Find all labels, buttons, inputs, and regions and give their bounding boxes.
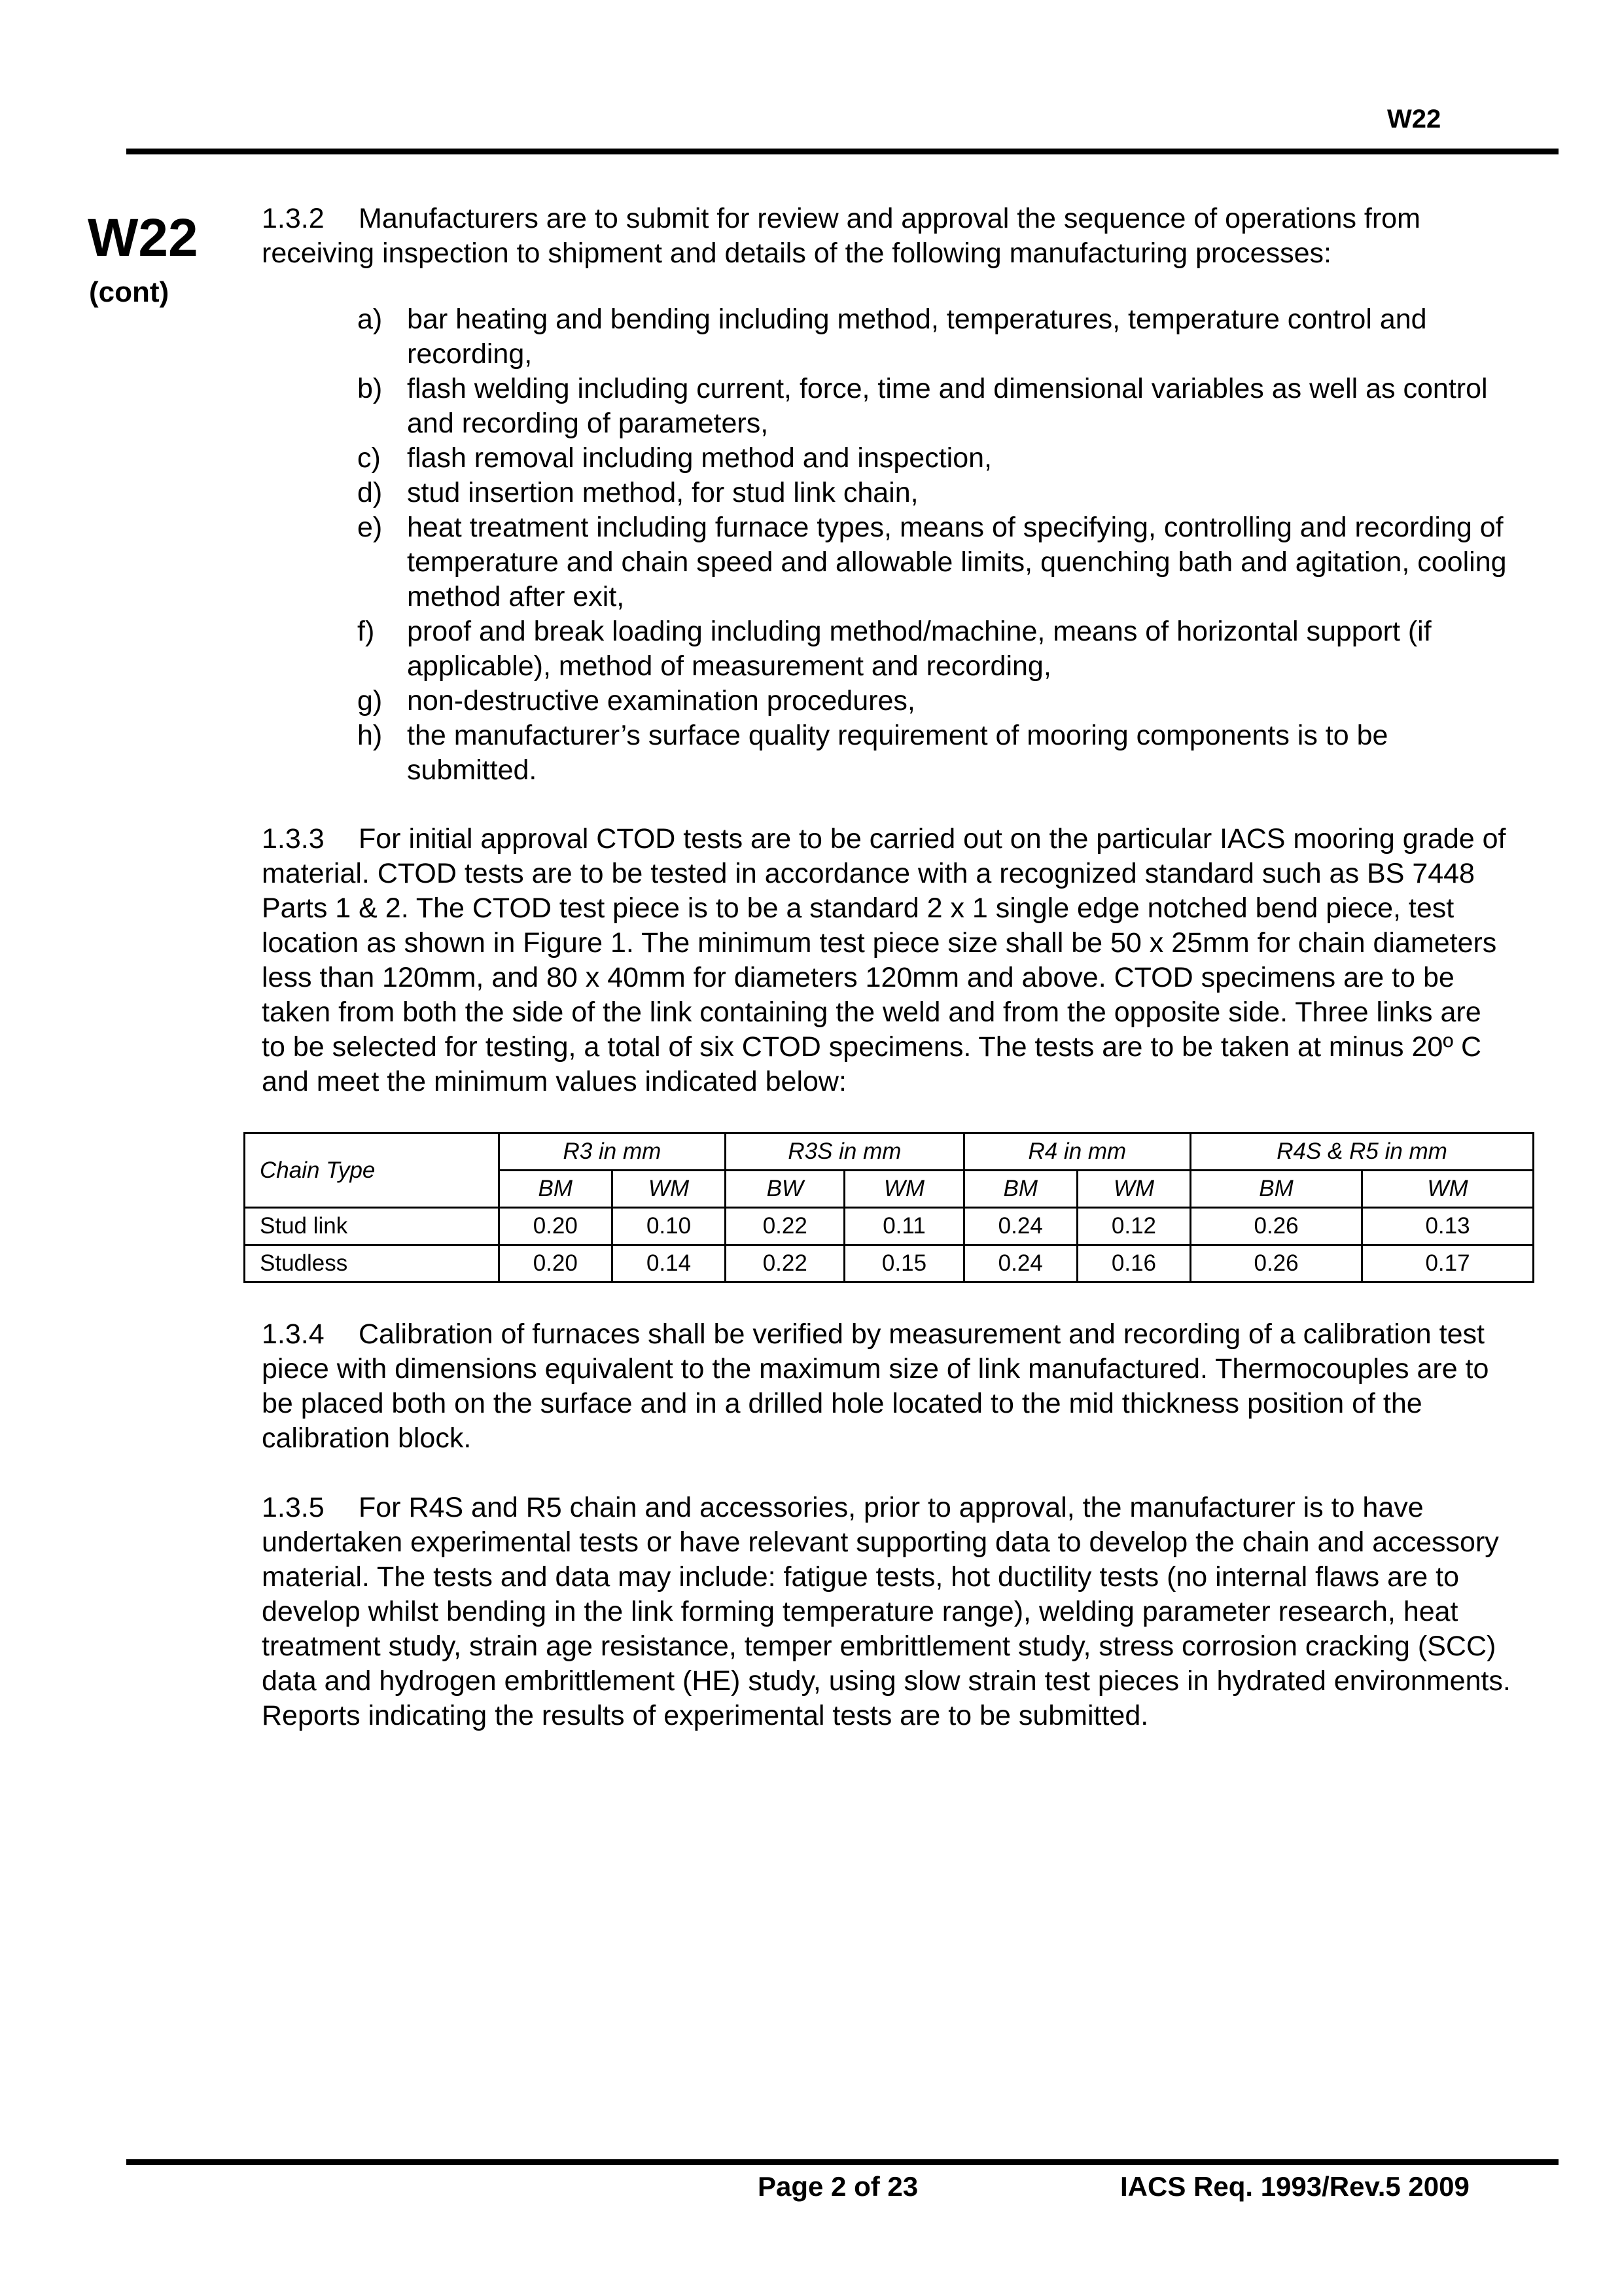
group-header-r3s: R3S in mm bbox=[726, 1133, 964, 1171]
subheader-cell: BM bbox=[499, 1171, 612, 1208]
value-cell: 0.22 bbox=[726, 1208, 845, 1245]
section-number: 1.3.3 bbox=[262, 823, 325, 855]
list-marker: a) bbox=[357, 304, 383, 335]
list-item bbox=[262, 510, 1511, 614]
list-item bbox=[262, 718, 1511, 788]
row-label: Studless bbox=[245, 1245, 499, 1282]
value-cell: 0.17 bbox=[1362, 1245, 1534, 1282]
list-item bbox=[262, 302, 1511, 372]
list-item-text: flash removal including method and inspection, bbox=[407, 442, 992, 474]
list-item-text: bar heating and bending including method, temperatures, temperature control and recording, bbox=[407, 304, 1427, 370]
value-cell: 0.16 bbox=[1077, 1245, 1190, 1282]
table-row bbox=[245, 1208, 1534, 1245]
header-rule bbox=[126, 149, 1559, 154]
group-header-r4s-r5: R4S & R5 in mm bbox=[1191, 1133, 1534, 1171]
list-marker: e) bbox=[357, 512, 383, 543]
footer-rule bbox=[126, 2159, 1559, 2165]
value-cell: 0.14 bbox=[612, 1245, 725, 1282]
subheader-cell: WM bbox=[1077, 1171, 1190, 1208]
page-number: Page 2 of 23 bbox=[758, 2171, 919, 2202]
paragraph-text: Manufacturers are to submit for review and approval the sequence of operations from receiving inspection to shipment and details of the following manufacturing processes: bbox=[262, 203, 1420, 269]
list-item-text: stud insertion method, for stud link chain, bbox=[407, 477, 919, 508]
group-header-r3: R3 in mm bbox=[499, 1133, 726, 1171]
subheader-cell: BM bbox=[1191, 1171, 1362, 1208]
list-marker: f) bbox=[357, 616, 375, 647]
document-reference: IACS Req. 1993/Rev.5 2009 bbox=[1120, 2171, 1470, 2202]
list-marker: g) bbox=[357, 685, 383, 716]
value-cell: 0.11 bbox=[845, 1208, 964, 1245]
paragraph-1-3-4 bbox=[262, 1317, 1511, 1456]
paragraph-text: Calibration of furnaces shall be verified by measurement and recording of a calibration test piece with dimensions equivalent to the maximum size of link manufactured. Thermocouples are to be placed both on the surface and in a drilled hole located to the mid thickness position of the calibration block. bbox=[262, 1318, 1489, 1454]
subheader-cell: WM bbox=[845, 1171, 964, 1208]
value-cell: 0.22 bbox=[726, 1245, 845, 1282]
value-cell: 0.26 bbox=[1191, 1245, 1362, 1282]
subheader-cell: BW bbox=[726, 1171, 845, 1208]
list-item bbox=[262, 614, 1511, 684]
list-item bbox=[262, 372, 1511, 441]
list-item bbox=[262, 476, 1511, 510]
value-cell: 0.20 bbox=[499, 1245, 612, 1282]
value-cell: 0.20 bbox=[499, 1208, 612, 1245]
paragraph-1-3-5 bbox=[262, 1491, 1511, 1733]
value-cell: 0.24 bbox=[964, 1208, 1077, 1245]
list-marker: c) bbox=[357, 442, 381, 474]
list-item-text: proof and break loading including method/machine, means of horizontal support (if applicable), method of measurement and recording, bbox=[407, 616, 1432, 682]
section-number: 1.3.4 bbox=[262, 1318, 325, 1350]
paragraph-1-3-2 bbox=[262, 202, 1511, 271]
list-marker: h) bbox=[357, 720, 383, 751]
paragraph-spacer bbox=[262, 1456, 1511, 1491]
value-cell: 0.12 bbox=[1077, 1208, 1190, 1245]
paragraph-1-3-3 bbox=[262, 822, 1511, 1099]
section-number: 1.3.2 bbox=[262, 203, 325, 234]
table-row bbox=[245, 1245, 1534, 1282]
value-cell: 0.15 bbox=[845, 1245, 964, 1282]
paragraph-text: For R4S and R5 chain and accessories, prior to approval, the manufacturer is to have undertaken experimental tests or have relevant supporting data to develop the chain and accessory material. The tests and data may include: fatigue tests, hot ductility tests (no internal flaws are to develop whilst bending in the link forming temperature range), welding parameter research, heat treatment study, strain age resistance, temper embrittlement study, stress corrosion cracking (SCC) data and hydrogen embrittlement (HE) study, using slow strain test pieces in hydrated environments. Reports indicating the results of experimental tests are to be submitted. bbox=[262, 1492, 1511, 1731]
group-header-r4: R4 in mm bbox=[964, 1133, 1191, 1171]
paragraph-text: For initial approval CTOD tests are to be carried out on the particular IACS mooring grade of material. CTOD tests are to be tested in accordance with a recognized standard such as BS 7448 Parts 1 & 2. The CTOD test piece is to be a standard 2 x 1 single edge notched bend piece, test location as shown in Figure 1. The minimum test piece size shall be 50 x 25mm for chain diameters less than 120mm, and 80 x 40mm for diameters 120mm and above. CTOD specimens are to be taken from both the side of the link containing the weld and from the opposite side. Three links are to be selected for testing, a total of six CTOD specimens. The tests are to be taken at minus 20º C and meet the minimum values indicated below: bbox=[262, 823, 1506, 1097]
value-cell: 0.24 bbox=[964, 1245, 1077, 1282]
value-cell: 0.10 bbox=[612, 1208, 725, 1245]
value-cell: 0.13 bbox=[1362, 1208, 1534, 1245]
subheader-cell: WM bbox=[1362, 1171, 1534, 1208]
ctod-values-table bbox=[243, 1132, 1534, 1283]
section-number: 1.3.5 bbox=[262, 1492, 325, 1523]
list-marker: b) bbox=[357, 373, 383, 404]
subheader-cell: BM bbox=[964, 1171, 1077, 1208]
table-corner-header: Chain Type bbox=[245, 1133, 499, 1208]
table-group-header-row bbox=[245, 1133, 1534, 1171]
list-item-text: the manufacturer’s surface quality requirement of mooring components is to be submitted. bbox=[407, 720, 1388, 786]
list-item-text: non-destructive examination procedures, bbox=[407, 685, 915, 716]
list-item-text: flash welding including current, force, time and dimensional variables as well as control and recording of parameters, bbox=[407, 373, 1488, 439]
list-item-text: heat treatment including furnace types, means of specifying, controlling and recording of temperature and chain speed and allowable limits, quenching bath and agitation, cooling method after exit, bbox=[407, 512, 1507, 612]
row-label: Stud link bbox=[245, 1208, 499, 1245]
process-list bbox=[262, 302, 1511, 788]
list-item bbox=[262, 441, 1511, 476]
side-code: W22 bbox=[88, 208, 198, 268]
subheader-cell: WM bbox=[612, 1171, 725, 1208]
document-body bbox=[262, 202, 1511, 1733]
list-item bbox=[262, 684, 1511, 718]
header-code: W22 bbox=[1387, 105, 1441, 133]
value-cell: 0.26 bbox=[1191, 1208, 1362, 1245]
list-marker: d) bbox=[357, 477, 383, 508]
side-continued-label: (cont) bbox=[89, 276, 169, 308]
